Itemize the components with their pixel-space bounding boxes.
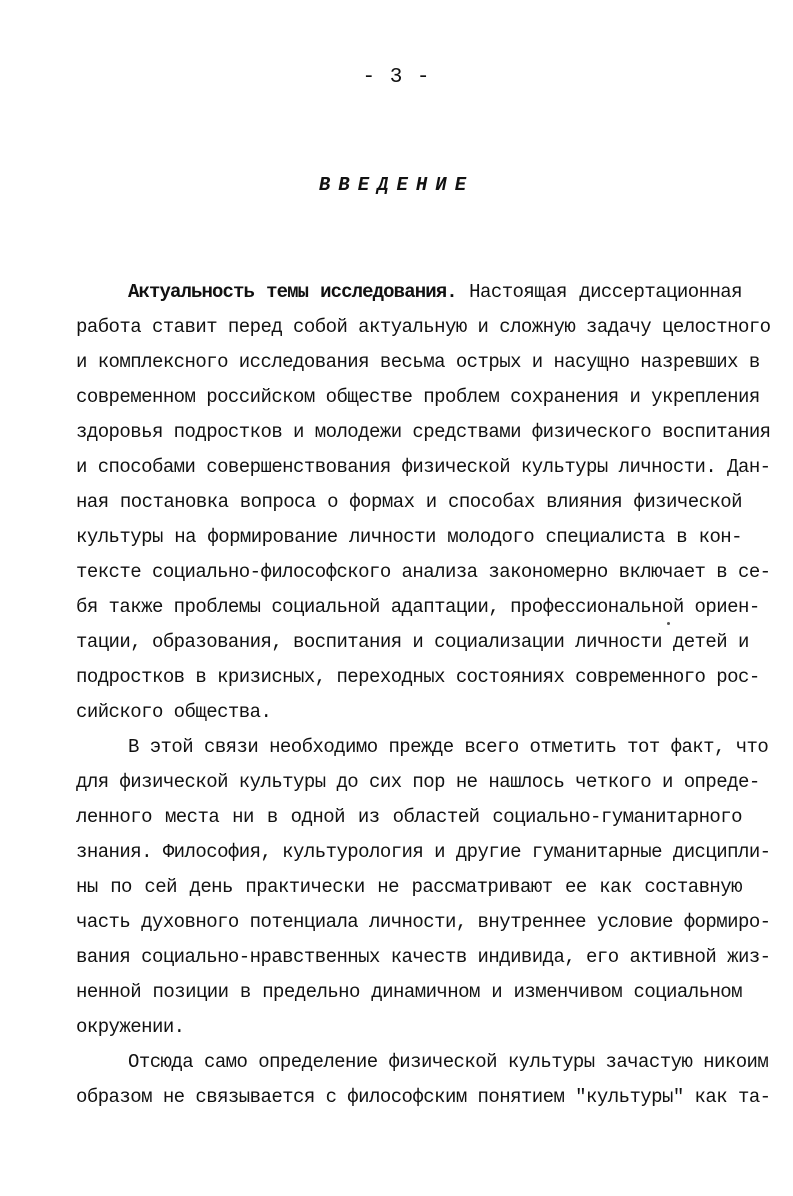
text-line: ны по сей день практически не рассматривают ее как составную (76, 876, 742, 898)
text-line: вания социально-нравственных качеств индивида, его активной жиз- (76, 946, 771, 968)
text-line: сийского общества. (76, 701, 272, 723)
text-line: культуры на формирование личности молодого специалиста в кон- (76, 526, 742, 548)
text-line: знания. Философия, культурология и другие гуманитарные дисципли- (76, 841, 771, 863)
text-line: подростков в кризисных, переходных состояниях современного рос- (76, 666, 760, 688)
text-line: ная постановка вопроса о формах и способах влияния физической (76, 491, 742, 513)
text-line: работа ставит перед собой актуальную и сложную задачу целостного (76, 316, 771, 338)
text-line: ленного места ни в одной из областей социально-гуманитарного (76, 806, 742, 828)
scan-speck (667, 622, 670, 625)
paragraph-lead: Актуальность темы исследования. (128, 281, 457, 303)
text-line: и способами совершенствования физической культуры личности. Дан- (76, 456, 771, 478)
text-line: тации, образования, воспитания и социализации личности детей и (76, 631, 749, 653)
text-line: Актуальность темы исследования. Настоящая диссертационная (128, 281, 743, 303)
text-line: и комплексного исследования весьма острых и насущно назревших в (76, 351, 760, 373)
text-line: ненной позиции в предельно динамичном и изменчивом социальном (76, 981, 742, 1003)
section-heading: ВВЕДЕНИЕ (318, 174, 475, 196)
text-line: тексте социально-философского анализа закономерно включает в се- (76, 561, 771, 583)
text-line: современном российском обществе проблем сохранения и укрепления (76, 386, 760, 408)
text-line: бя также проблемы социальной адаптации, профессиональной ориен- (76, 596, 760, 618)
text-line: окружении. (76, 1016, 185, 1038)
page-number: - 3 - (362, 66, 431, 89)
text-line: часть духовного потенциала личности, внутреннее условие формиро- (76, 911, 771, 933)
text-line: Отсюда само определение физической культуры зачастую никоим (128, 1051, 769, 1073)
text-line: образом не связывается с философским понятием "культуры" как та- (76, 1086, 771, 1108)
text-line: здоровья подростков и молодежи средствами физического воспитания (76, 421, 771, 443)
text-line: для физической культуры до сих пор не нашлось четкого и опреде- (76, 771, 760, 793)
text-line: В этой связи необходимо прежде всего отметить тот факт, что (128, 736, 769, 758)
